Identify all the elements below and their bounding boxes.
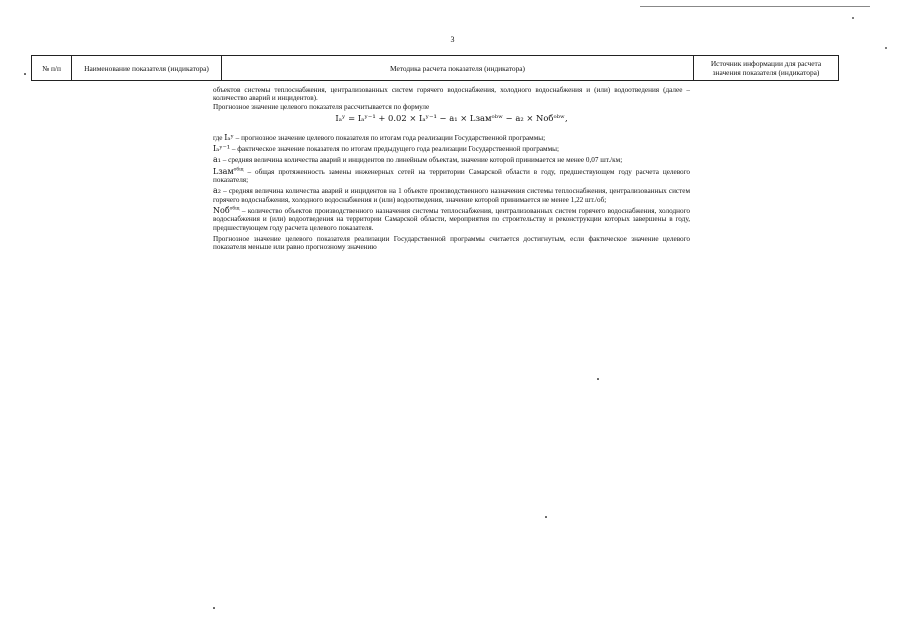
scan-speck bbox=[597, 378, 599, 380]
header-cell-number: № п/п bbox=[32, 56, 72, 81]
definition-l-replacement bbox=[213, 168, 690, 185]
header-cell-indicator-name: Наименование показателя (индикатора) bbox=[72, 56, 222, 81]
definition-actual-text: – фактическое значение показателя по итогам предыдущего года реализации Государственной программы; bbox=[231, 145, 559, 154]
scan-speck bbox=[545, 516, 547, 518]
definition-forecast bbox=[213, 134, 690, 142]
definition-forecast-text: – прогнозное значение целевого показателя по итогам года реализации Государственной программы; bbox=[235, 133, 546, 142]
definition-a2-text: – средняя величина количества аварий и инцидентов на 1 объекте производственного назначения системы теплоснабжения, централизованных систем горячего водоснабжения, холодного водоснабжения и (или) водоотведения, значение которой принимается не менее 1,22 шт./об; bbox=[213, 187, 690, 204]
indicator-table-header bbox=[31, 55, 839, 81]
header-row bbox=[32, 56, 839, 81]
header-cell-calculation-method: Методика расчета показателя (индикатора) bbox=[222, 56, 694, 81]
symbol-forecast: Iₐʸ bbox=[224, 132, 234, 142]
scan-speck bbox=[885, 47, 887, 49]
definition-a1 bbox=[213, 156, 690, 164]
intro-paragraph: объектов системы теплоснабжения, централизованных систем горячего водоснабжения, холодного водоснабжения и (или) водоотведения (далее – количество аварий и инцидентов). bbox=[213, 86, 690, 103]
definition-n-text: – количество объектов производственного назначения системы теплоснабжения, централизованных систем горячего водоснабжения, холодного водоснабжения и (или) водоотведения на территории Самарской области, мероприятия по строительству и реконструкции которых завершены в году, предшествующем году расчета целевого показателя. bbox=[213, 206, 690, 232]
symbol-n-objects: Nоб bbox=[213, 205, 230, 215]
scan-speck bbox=[213, 607, 215, 609]
symbol-n-superscript: общ bbox=[229, 205, 240, 212]
symbol-l-superscript: общ bbox=[233, 166, 244, 173]
definition-l-text: – общая протяженность замены инженерных сетей на территории Самарской области в году, предшествующем году расчета целевого показателя; bbox=[213, 167, 691, 185]
calculation-method-text bbox=[213, 86, 690, 251]
definition-a2 bbox=[213, 187, 690, 204]
page-number: 3 bbox=[450, 35, 455, 44]
scan-edge-line bbox=[640, 6, 870, 7]
scan-speck bbox=[852, 17, 854, 19]
symbol-a1: a₁ bbox=[213, 155, 221, 165]
forecast-formula: Iₐʸ = Iₐʸ⁻¹ + 0.02 × Iₐʸ⁻¹ − a₁ × Lзамᵒᵇʷ − a₂ × Nобᵒᵇʷ, bbox=[335, 112, 568, 123]
symbol-actual: Iₐʸ⁻¹ bbox=[213, 144, 231, 154]
definition-n-objects bbox=[213, 207, 690, 232]
symbol-a2: a₂ bbox=[213, 186, 221, 196]
forecast-intro: Прогнозное значение целевого показателя рассчитывается по формуле bbox=[213, 102, 430, 111]
definition-a1-text: – средняя величина количества аварий и инцидентов по линейным объектам, значение которой принимается не менее 0,07 шт./км; bbox=[222, 156, 623, 165]
scan-speck bbox=[24, 73, 26, 75]
symbol-l-replacement: Lзам bbox=[213, 166, 234, 176]
conclusion-paragraph: Прогнозное значение целевого показателя реализации Государственной программы считается достигнутым, если фактическое значение целевого показателя меньше или равно прогнозному значению bbox=[213, 234, 690, 252]
definition-actual bbox=[213, 145, 690, 153]
definition-lead: где bbox=[213, 133, 223, 142]
header-cell-information-source: Источник информации для расчета значения показателя (индикатора) bbox=[694, 56, 839, 81]
